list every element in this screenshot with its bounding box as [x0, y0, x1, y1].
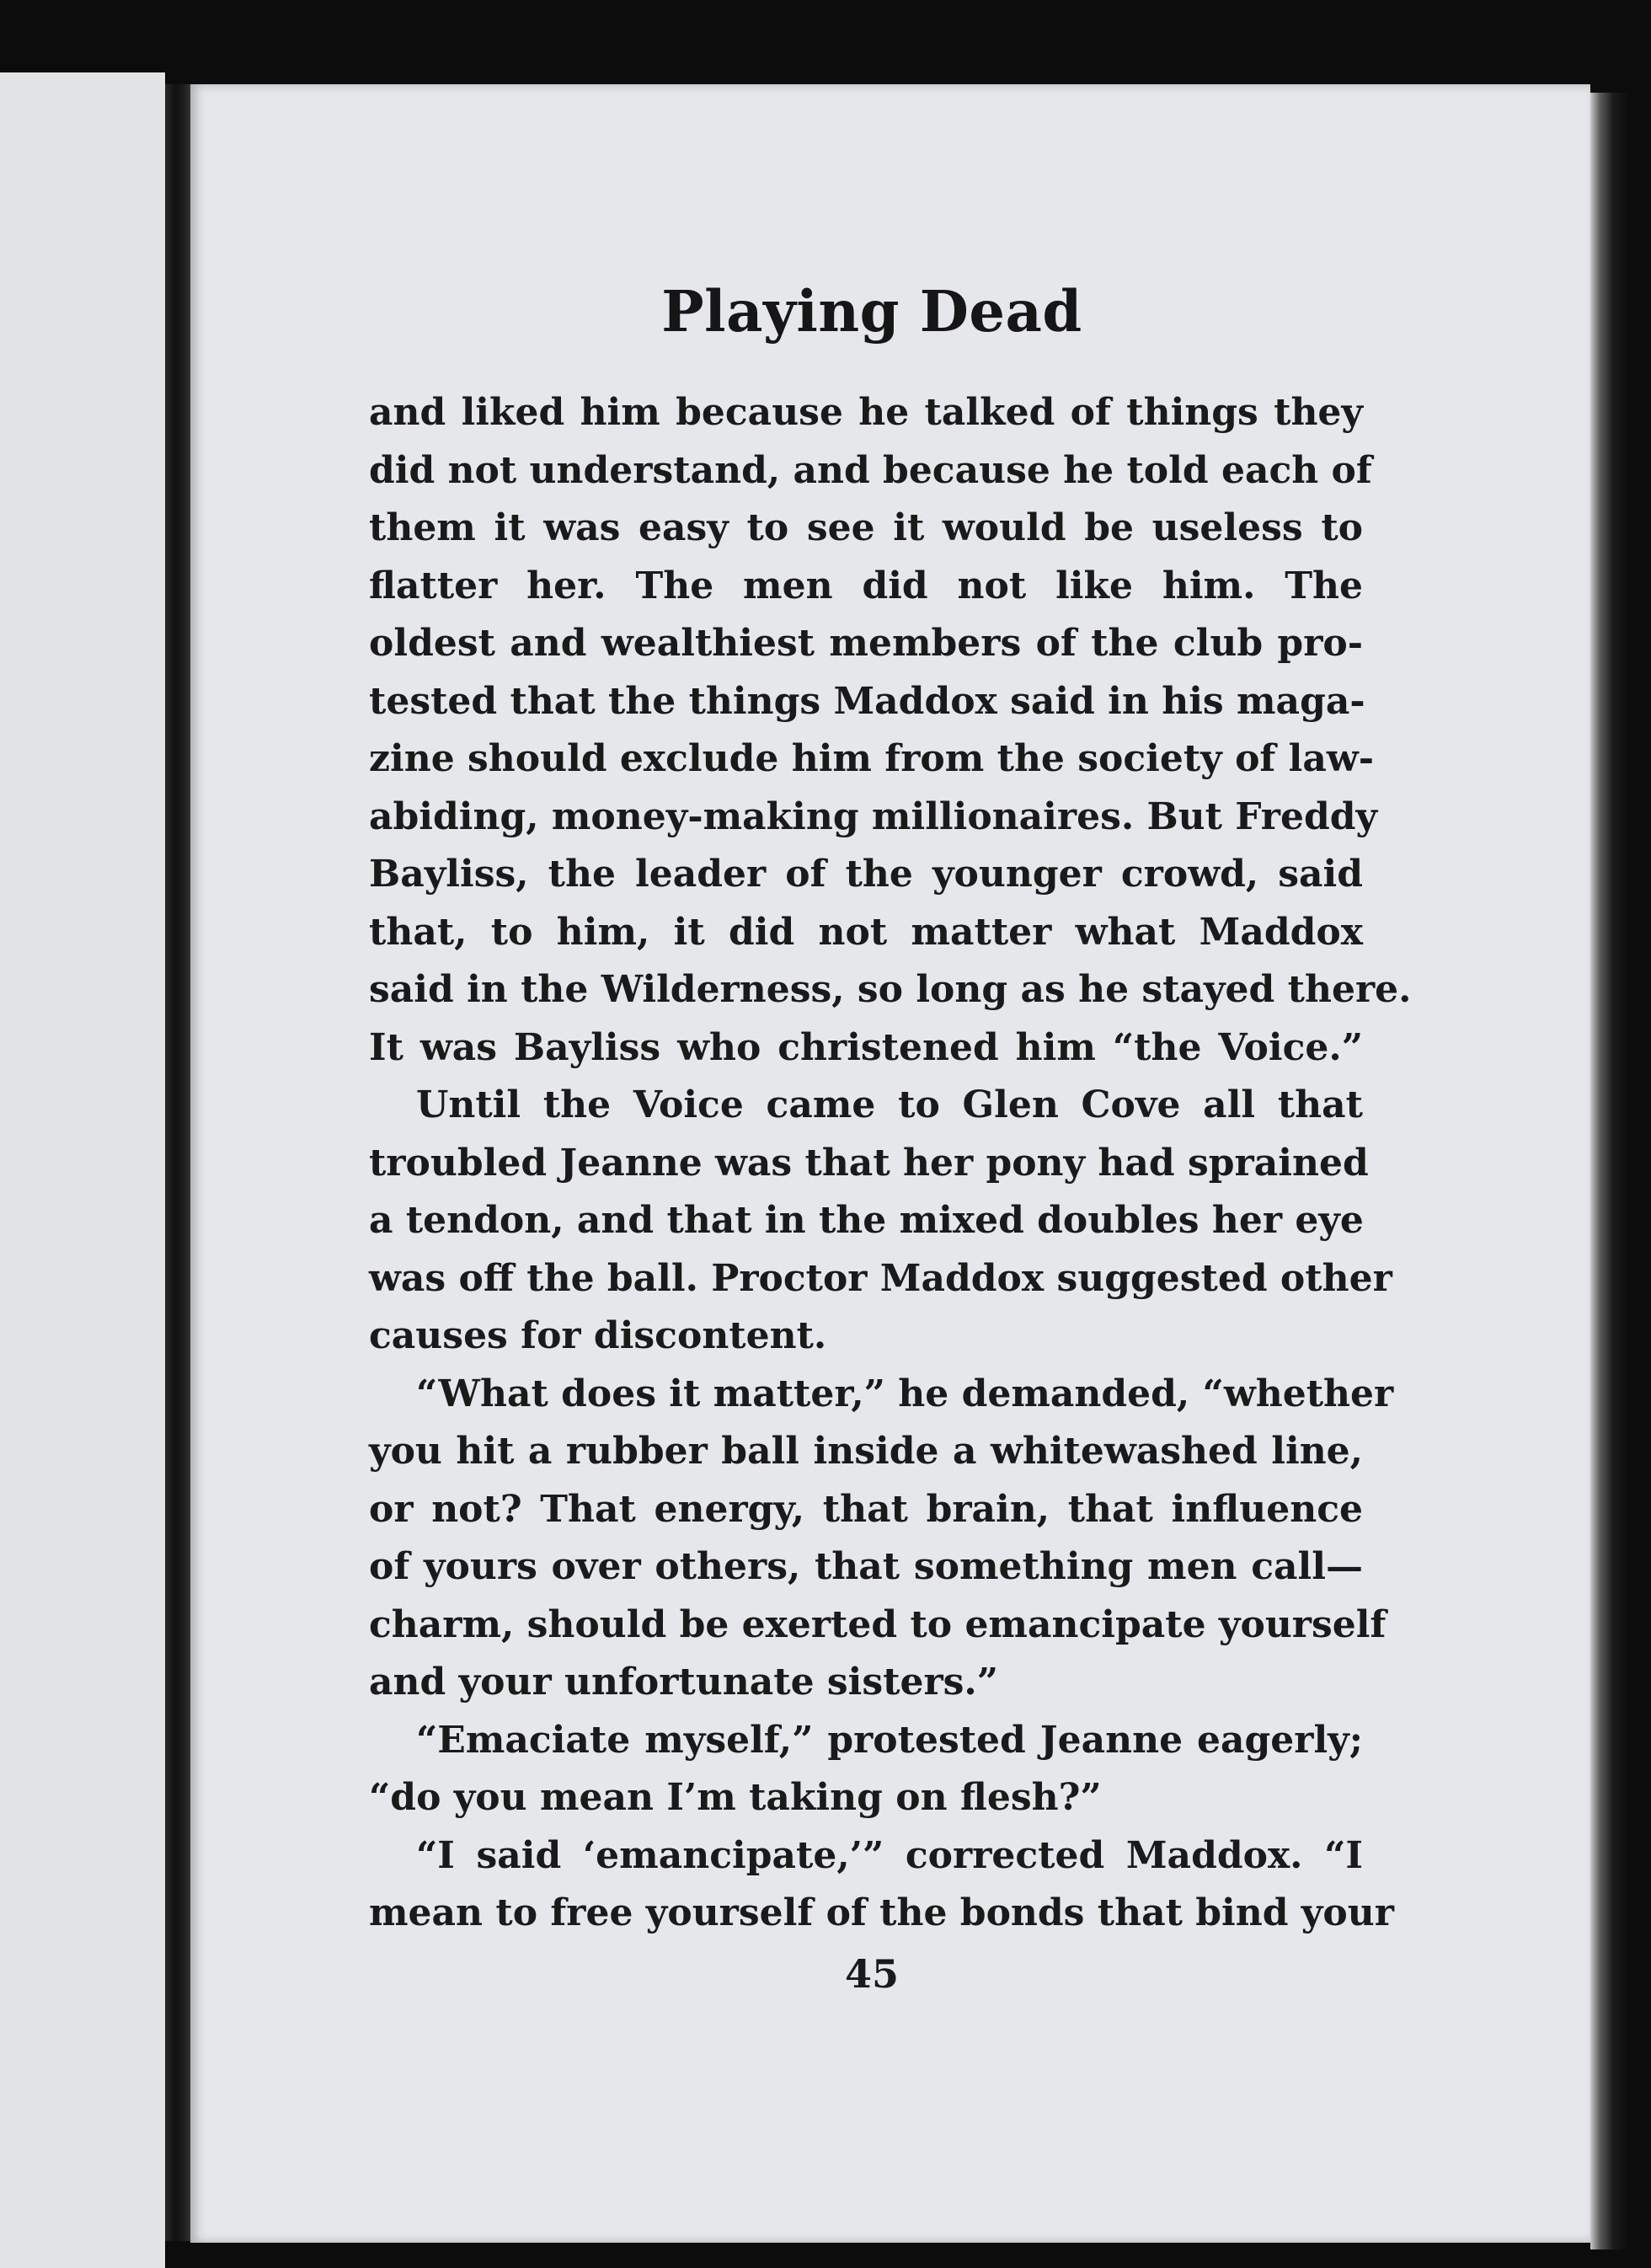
text-line: troubled Jeanne was that her pony had sprained — [369, 1141, 1369, 1185]
text-line: “I said ‘emancipate,’” corrected Maddox. “I — [416, 1833, 1363, 1877]
left-page-edge — [0, 72, 165, 2268]
text-line: “Emaciate myself,” protested Jeanne eagerly; — [416, 1718, 1363, 1762]
text-line: you hit a rubber ball inside a whitewashed line, — [369, 1430, 1363, 1473]
text-line: of yours over others, that something men call— — [369, 1545, 1363, 1588]
text-line: a tendon, and that in the mixed doubles her eye — [369, 1199, 1364, 1242]
text-line: Until the Voice came to Glen Cove all that — [416, 1083, 1363, 1126]
text-line: causes for discontent. — [369, 1314, 827, 1357]
text-line: It was Bayliss who christened him “the Voice.” — [369, 1025, 1363, 1069]
page-edge-shadow — [1590, 93, 1629, 2249]
text-line: oldest and wealthiest members of the club pro- — [369, 622, 1363, 665]
text-line: said in the Wilderness, so long as he stayed there. — [369, 968, 1412, 1011]
text-line: them it was easy to see it would be useless to — [369, 506, 1363, 549]
text-line: Bayliss, the leader of the younger crowd, said — [369, 853, 1363, 896]
text-line: “do you mean I’m taking on flesh?” — [369, 1776, 1102, 1819]
text-line: flatter her. The men did not like him. The — [369, 564, 1363, 607]
text-line: zine should exclude him from the society of law- — [369, 737, 1375, 780]
page-number: 45 — [844, 1951, 899, 1997]
text-line: that, to him, it did not matter what Maddox — [369, 910, 1363, 954]
text-line: abiding, money-making millionaires. But Freddy — [369, 794, 1378, 838]
text-line: and liked him because he talked of things they — [369, 391, 1363, 434]
text-line: mean to free yourself of the bonds that bind your — [369, 1891, 1394, 1934]
text-line: tested that the things Maddox said in his maga- — [369, 679, 1365, 723]
text-line: did not understand, and because he told each of — [369, 448, 1372, 492]
text-line: and your unfortunate sisters.” — [369, 1661, 999, 1704]
text-line: charm, should be exerted to emancipate yourself — [369, 1602, 1387, 1646]
text-line: was off the ball. Proctor Maddox suggested other — [369, 1256, 1392, 1300]
running-head: Playing Dead — [661, 278, 1082, 345]
body-text — [369, 384, 1412, 1943]
text-line: or not? That energy, that brain, that influence — [369, 1487, 1363, 1531]
text-line: “What does it matter,” he demanded, “whether — [416, 1372, 1394, 1415]
book-gutter — [165, 84, 190, 2241]
